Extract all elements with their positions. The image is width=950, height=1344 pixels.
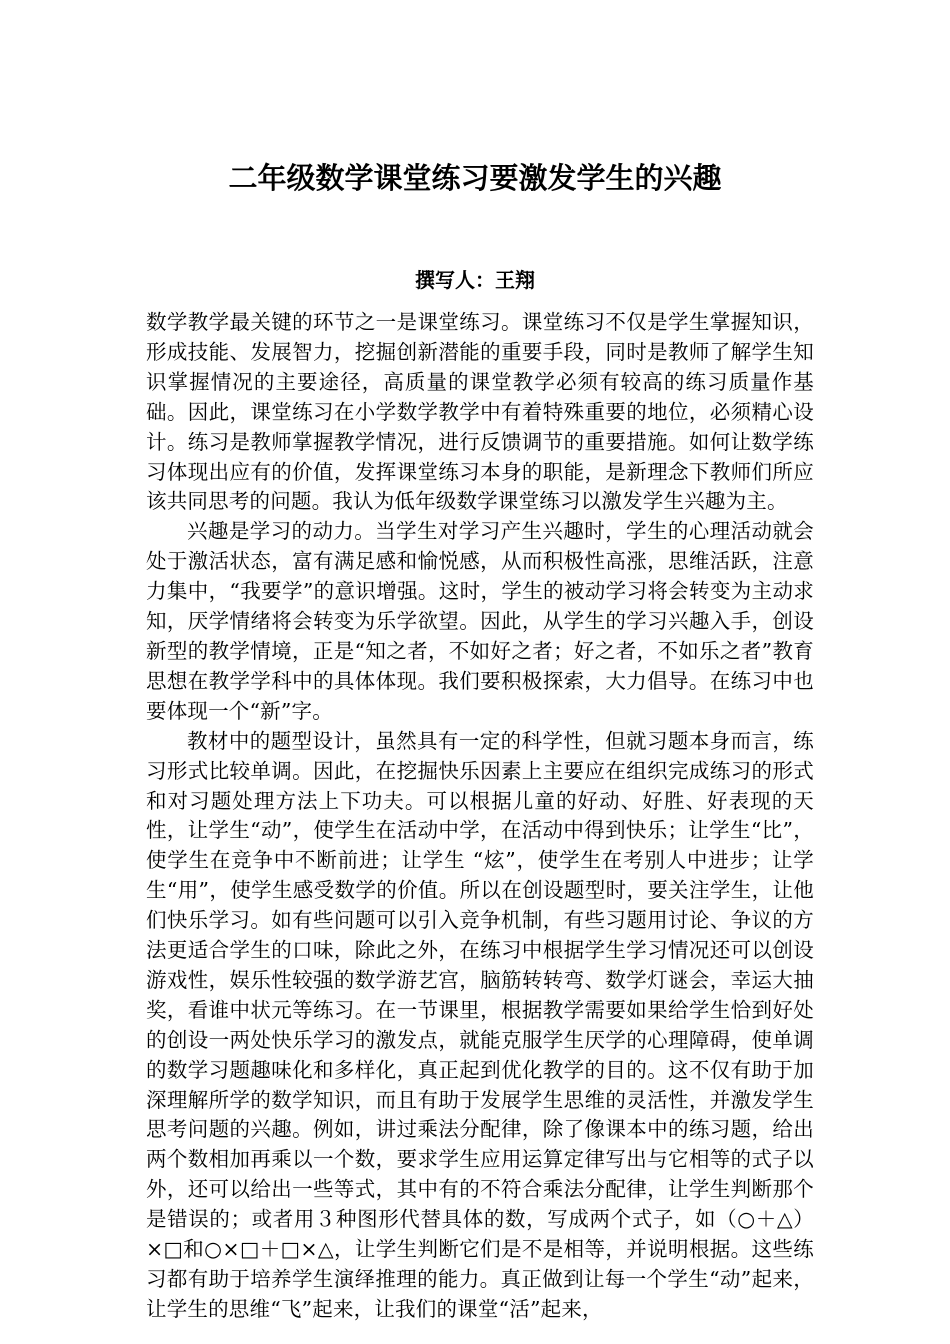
paragraph-3: 教材中的题型设计，虽然具有一定的科学性，但就习题本身而言，练习形式比较单调。因此，在挖掘快乐因素上主要应在组织完成练习的形式和对习题处理方法上下功夫。可以根据儿童的好动、好胜、好表现的天性，让学生“动”，使学生在活动中学，在活动中得到快乐；让学生“比”，使学生在竞争中不断前进；让学生 “炫”，使学生在考别人中进步；让学生“用”，使学生感受数学的价值。所以在创设题型时，要关注学生，让他们快乐学习。如有些问题可以引入竞争机制，有些习题用讨论、争议的方法更适合学生的口味，除此之外，在练习中根据学生学习情况还可以创设游戏性，娱乐性较强的数学游艺宫，脑筋转转弯、数学灯谜会，幸运大抽奖，看谁中状元等练习。在一节课里，根据教学需要如果给学生恰到好处的创设一两处快乐学习的激发点，就能克服学生厌学的心理障碍，使单调的数学习题趣味化和多样化，真正起到优化教学的目的。这不仅有助于加深理解所学的数学知识，而且有助于发展学生思维的灵活性，并激发学生思考问题的兴趣。例如，讲过乘法分配律，除了像课本中的练习题，给出两个数相加再乘以一个数，要求学生应用运算定律写出与它相等的式子以外，还可以给出一些等式，其中有的不符合乘法分配律，让学生判断那个是错误的；或者用３种图形代替具体的数，写成两个式子，如（○＋△）×□和○×□＋□×△，让学生判断它们是不是相等，并说明根据。这些练习都有助于培养学生演绎推理的能力。真正做到让每一个学生“动”起来，让学生的思维“飞”起来，让我们的课堂“活”起来， xyxy=(146,728,814,1321)
paragraph-2: 兴趣是学习的动力。当学生对学习产生兴趣时，学生的心理活动就会处于激活状态，富有满足感和愉悦感，从而积极性高涨，思维活跃，注意力集中，“我要学”的意识增强。这时，学生的被动学习将会转变为主动求知，厌学情绪将会转变为乐学欲望。因此，从学生的学习兴趣入手，创设新型的教学情境，正是“知之者，不如好之者；好之者，不如乐之者”教育思想在教学学科中的具体体现。我们要积极探索，大力倡导。在练习中也要体现一个“新”字。 xyxy=(146,519,814,723)
paragraph-1: 数学教学最关键的环节之一是课堂练习。课堂练习不仅是学生掌握知识，形成技能、发展智力，挖掘创新潜能的重要手段，同时是教师了解学生知识掌握情况的主要途径，高质量的课堂教学必须有较高的练习质量作基础。因此，课堂练习在小学数学教学中有着特殊重要的地位，必须精心设计。练习是教师掌握教学情况，进行反馈调节的重要措施。如何让数学练习体现出应有的价值，发挥课堂练习本身的职能，是新理念下教师们所应该共同思考的问题。我认为低年级数学课堂练习以激发学生兴趣为主。 xyxy=(146,310,814,514)
author-line: 撰写人：王翔 xyxy=(415,268,535,292)
document-title: 二年级数学课堂练习要激发学生的兴趣 xyxy=(228,161,722,195)
document-body xyxy=(146,308,814,1325)
